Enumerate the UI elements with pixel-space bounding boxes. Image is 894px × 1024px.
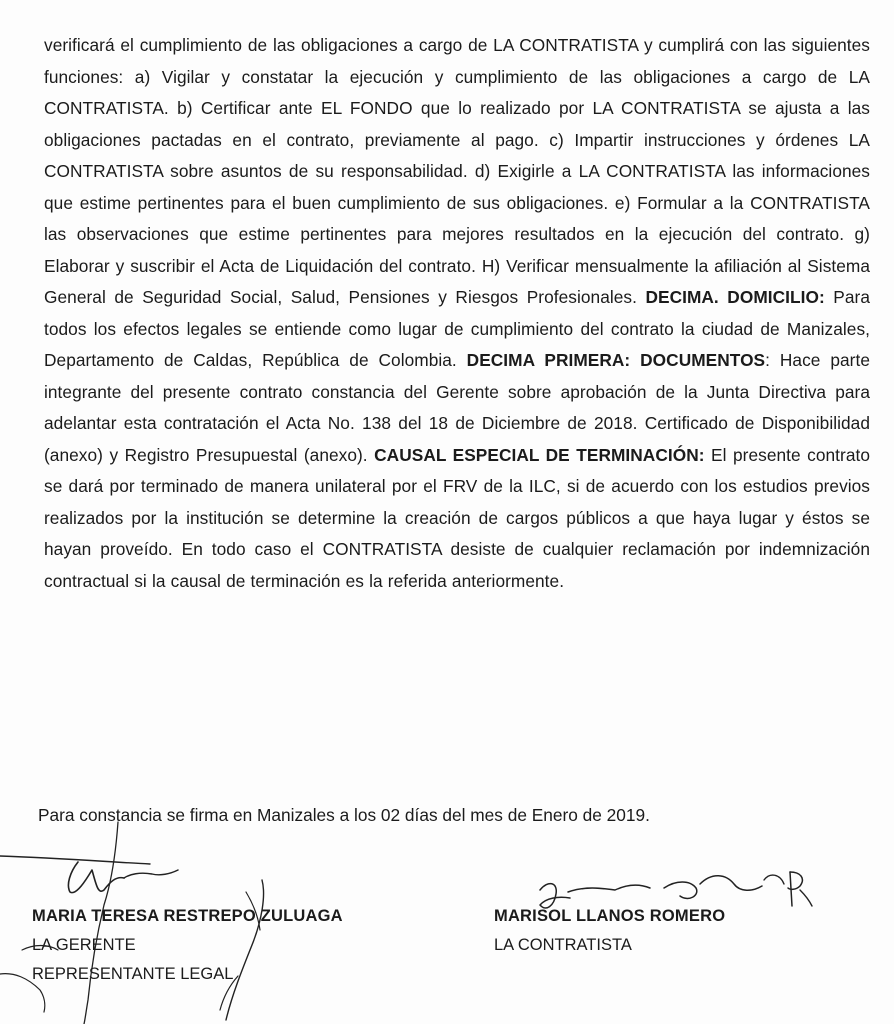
clause-heading-causal-terminacion: CAUSAL ESPECIAL DE TERMINACIÓN: <box>374 444 705 465</box>
clause-heading-domicilio: DECIMA. DOMICILIO: <box>645 287 825 307</box>
signatory-role: LA CONTRATISTA <box>494 936 632 954</box>
contract-body-paragraph <box>44 30 870 597</box>
signatory-role: LA GERENTE <box>32 936 136 954</box>
signature-block-gerente <box>32 902 343 989</box>
signatory-role: REPRESENTANTE LEGAL <box>32 965 234 983</box>
signatory-name: MARIA TERESA RESTREPO ZULUAGA <box>32 907 343 925</box>
signature-block-contratista <box>494 902 725 960</box>
closing-statement: Para constancia se firma en Manizales a los 02 días del mes de Enero de 2019. <box>38 805 650 825</box>
body-text-segment: : Hace parte integrante del presente contrato constancia del Gerente sobre aprobación de la Junta Directiva para adelantar esta contratación el Acta No. 138 del 18 de Diciembre de 2018. Certificado de Disponibilidad (anexo) y Registro Presupuestal (anexo). <box>44 350 870 465</box>
body-text-segment: Para todos los efectos legales se entiende como lugar de cumplimiento del contrato la ciudad de Manizales, Departamento de Caldas, República de Colombia. <box>44 287 870 370</box>
body-text-segment: verificará el cumplimiento de las obligaciones a cargo de LA CONTRATISTA y cumplirá con las siguientes funciones: a) Vigilar y constatar la ejecución y cumplimiento de las obligaciones a cargo de LA CONTRATISTA. b) Certificar ante EL FONDO que lo realizado por LA CONTRATISTA se ajusta a las obligaciones pactadas en el contrato, previamente al pago. c) Impartir instrucciones y órdenes LA CONTRATISTA sobre asuntos de su responsabilidad. d) Exigirle a LA CONTRATISTA las informaciones que estime pertinentes para el buen cumplimiento de sus obligaciones. e) Formular a la CONTRATISTA las observaciones que estime pertinentes para mejores resultados en la ejecución del contrato. g) Elaborar y suscribir el Acta de Liquidación del contrato. H) Verificar mensualmente la afiliación al Sistema General de Seguridad Social, Salud, Pensiones y Riesgos Profesionales. <box>44 35 870 307</box>
body-text-segment: El presente contrato se dará por terminado de manera unilateral por el FRV de la ILC, si de acuerdo con los estudios previos realizados por la institución se determine la creación de cargos públicos a que haya lugar y éstos se hayan proveído. En todo caso el CONTRATISTA desiste de cualquier reclamación por indemnización contractual si la causal de terminación es la referida anteriormente. <box>44 444 871 591</box>
clause-heading-documentos: DECIMA PRIMERA: DOCUMENTOS <box>466 350 766 370</box>
signatory-name: MARISOL LLANOS ROMERO <box>494 907 726 925</box>
